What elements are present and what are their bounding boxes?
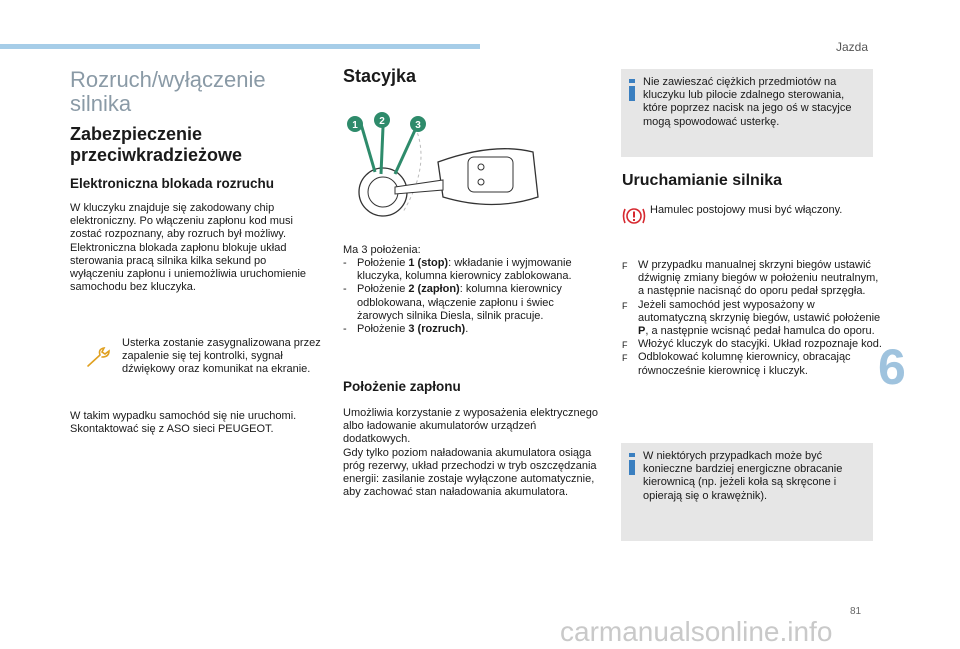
list-item: F Włożyć kluczyk do stacyjki. Układ rozpoznaje kod. [622,338,882,351]
contact-paragraph: W takim wypadku samochód się nie uruchomi. Skontaktować się z ASO sieci PEUGEOT. [70,410,297,436]
info-text: W niektórych przypadkach może być konieczne bardziej energiczne obracanie kierownicą (np. jeżeli koła są skręcone i opierają się o krawężnik). [643,450,843,502]
warning-text: Usterka zostanie zasygnalizowana przez zapalenie się tej kontrolki, sygnał dźwiękowy oraz komunikat na ekranie. [122,337,321,376]
ignition-position-paragraph: Umożliwia korzystanie z wyposażenia elektrycznego albo ładowanie akumulatorów urządzeń dodatkowych. Gdy tylko poziom naładowania akumulatora osiąga próg rezerwy, układ przechodzi w tryb oszczędzania energii: zasilanie zostaje wyłączone automatycznie, aby zachować stan naładowania akumulatora. [343,407,598,499]
subheading-ignition-position: Położenie zapłonu [343,379,461,394]
info-box-key-weight [621,69,873,157]
positions-list [343,257,603,336]
start-engine-heading: Uruchamianie silnika [622,172,783,189]
wrench-icon [86,346,114,368]
page-number: 81 [850,606,862,617]
section-label: Jazda [836,40,869,54]
info-icon [628,79,636,101]
list-item: - Położenie 3 (rozruch). [343,323,469,336]
list-item: - Położenie 2 (zapłon): kolumna kierownicy odblokowana, włączenie zapłonu i świec żarowych silnika Diesla, silnik pracuje. [343,283,562,322]
info-box-steering [621,443,873,541]
list-item: F Jeżeli samochód jest wyposażony w automatyczną skrzynię biegów, ustawić położenie P, a następnie wcisnąć pedał hamulca do oporu. [622,298,881,338]
brake-note: Hamulec postojowy musi być włączony. [650,204,843,216]
checkbox-icon: F [622,300,628,311]
parking-brake-icon [622,206,646,226]
subheading-immobilizer: Elektroniczna blokada rozruchu [70,176,275,191]
list-item: F Odblokować kolumnę kierownicy, obracając równocześnie kierownicę i kluczyk. [622,351,851,377]
checkbox-icon: F [622,340,628,351]
label-1: 1 [352,120,358,131]
positions-intro: Ma 3 położenia: [343,244,421,256]
info-icon [628,453,636,475]
list-item: F W przypadku manualnej skrzyni biegów ustawić dźwignię zmiany biegów w położeniu neutralnym, a następnie nacisnąć do oporu pedał sprzęgła. [622,259,879,298]
section-heading: Zabezpieczenie przeciwkradzieżowe [70,124,243,165]
watermark: carmanualsonline.info [560,616,833,647]
immobilizer-paragraph: W kluczyku znajduje się zakodowany chip elektroniczny. Po włączeniu zapłonu kod musi zostać rozpoznany, aby rozruch był możliwy. Elektroniczna blokada zapłonu blokuje układ sterowania pracą silnika kilka sekund po wyłączeniu zapłonu i uniemożliwia uruchomienie samochodu bez kluczyka. [70,202,307,294]
label-2: 2 [379,116,385,127]
checkbox-icon: F [622,261,628,271]
start-steps-list [622,259,882,378]
list-item: - Położenie 1 (stop): wkładanie i wyjmowanie kluczyka, kolumna kierownicy zablokowana. [343,257,572,283]
info-text: Nie zawieszać ciężkich przedmiotów na kluczyku lub pilocie zdalnego sterowania, które poprzez nacisk na jego oś w stacyjce mogą spowodować usterkę. [643,76,852,128]
label-3: 3 [415,120,421,131]
checkbox-icon: F [622,353,628,364]
page-title: Rozruch/wyłączenie silnika [70,67,266,116]
chapter-number: 6 [878,339,906,395]
ignition-key-illustration [343,112,543,230]
top-accent-bar [0,44,480,49]
ignition-title: Stacyjka [343,66,417,86]
